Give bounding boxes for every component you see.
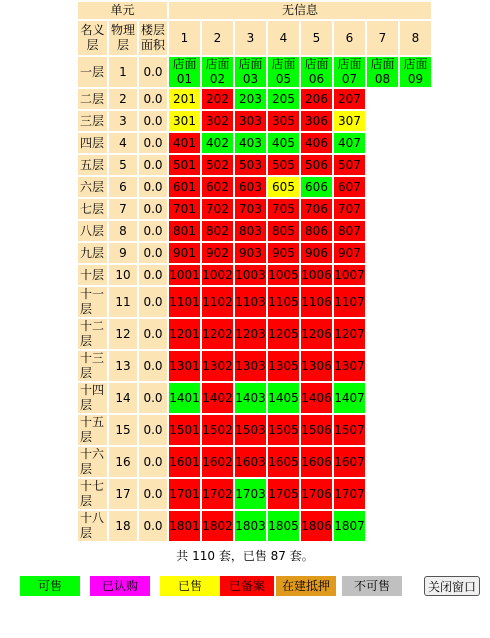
unit-cell[interactable]: 1201 <box>169 319 200 349</box>
floor-name: 六层 <box>78 177 107 197</box>
floor-name: 十二层 <box>78 319 107 349</box>
unit-cell[interactable]: 202 <box>202 89 233 109</box>
unit-cell[interactable]: 1206 <box>301 319 332 349</box>
unit-cell[interactable]: 1506 <box>301 415 332 445</box>
unit-cell[interactable]: 306 <box>301 111 332 131</box>
floor-name: 十七层 <box>78 479 107 509</box>
legend-item: 可售 <box>20 576 80 596</box>
unit-cell[interactable]: 1006 <box>301 265 332 285</box>
unit-cell[interactable]: 303 <box>235 111 266 131</box>
floor-name: 二层 <box>78 89 107 109</box>
unit-cell[interactable]: 店面06 <box>301 57 332 87</box>
floor-physical: 17 <box>109 479 137 509</box>
unit-cell[interactable]: 807 <box>334 221 365 241</box>
floor-area: 0.0 <box>139 511 167 541</box>
unit-cell[interactable]: 1806 <box>301 511 332 541</box>
floor-physical: 6 <box>109 177 137 197</box>
empty-cell <box>400 511 431 541</box>
floor-area: 0.0 <box>139 287 167 317</box>
unit-cell[interactable]: 503 <box>235 155 266 175</box>
unit-cell[interactable]: 1703 <box>235 479 266 509</box>
floor-physical: 10 <box>109 265 137 285</box>
floor-area: 0.0 <box>139 199 167 219</box>
col-header-unit-3: 3 <box>235 21 266 55</box>
unit-cell[interactable]: 1405 <box>268 383 299 413</box>
empty-cell <box>367 479 398 509</box>
floor-name: 四层 <box>78 133 107 153</box>
unit-cell[interactable]: 1503 <box>235 415 266 445</box>
floor-row <box>78 511 431 541</box>
empty-cell <box>367 221 398 241</box>
empty-cell <box>400 89 431 109</box>
unit-cell[interactable]: 1701 <box>169 479 200 509</box>
empty-cell <box>367 155 398 175</box>
unit-cell[interactable]: 506 <box>301 155 332 175</box>
unit-cell[interactable]: 403 <box>235 133 266 153</box>
floor-name: 十四层 <box>78 383 107 413</box>
floor-row <box>78 351 431 381</box>
unit-cell[interactable]: 1507 <box>334 415 365 445</box>
floor-physical: 15 <box>109 415 137 445</box>
floor-name: 五层 <box>78 155 107 175</box>
unit-cell[interactable]: 1502 <box>202 415 233 445</box>
unit-cell[interactable]: 1401 <box>169 383 200 413</box>
floor-physical: 5 <box>109 155 137 175</box>
empty-cell <box>367 199 398 219</box>
empty-cell <box>367 447 398 477</box>
floor-name: 十五层 <box>78 415 107 445</box>
unit-cell[interactable]: 1801 <box>169 511 200 541</box>
unit-cell[interactable]: 1307 <box>334 351 365 381</box>
unit-cell[interactable]: 207 <box>334 89 365 109</box>
floor-area: 0.0 <box>139 319 167 349</box>
floor-name: 十八层 <box>78 511 107 541</box>
unit-cell[interactable]: 707 <box>334 199 365 219</box>
empty-cell <box>400 133 431 153</box>
empty-cell <box>367 287 398 317</box>
empty-cell <box>400 221 431 241</box>
floor-physical: 4 <box>109 133 137 153</box>
unit-cell[interactable]: 1105 <box>268 287 299 317</box>
unit-cell[interactable]: 505 <box>268 155 299 175</box>
unit-cell[interactable]: 店面05 <box>268 57 299 87</box>
floor-physical: 7 <box>109 199 137 219</box>
unit-cell[interactable]: 302 <box>202 111 233 131</box>
unit-cell[interactable]: 1103 <box>235 287 266 317</box>
floor-physical: 16 <box>109 447 137 477</box>
floor-row <box>78 243 431 263</box>
empty-cell <box>367 351 398 381</box>
unit-cell[interactable]: 1302 <box>202 351 233 381</box>
unit-cell[interactable]: 605 <box>268 177 299 197</box>
empty-cell <box>367 177 398 197</box>
floor-area: 0.0 <box>139 351 167 381</box>
unit-cell[interactable]: 805 <box>268 221 299 241</box>
unit-cell[interactable]: 206 <box>301 89 332 109</box>
floor-row <box>78 199 431 219</box>
unit-cell[interactable]: 603 <box>235 177 266 197</box>
unit-cell[interactable]: 1305 <box>268 351 299 381</box>
empty-cell <box>367 89 398 109</box>
col-header-unit-1: 1 <box>169 21 200 55</box>
unit-cell[interactable]: 606 <box>301 177 332 197</box>
unit-cell[interactable]: 706 <box>301 199 332 219</box>
unit-cell[interactable]: 607 <box>334 177 365 197</box>
empty-cell <box>400 447 431 477</box>
unit-name: 无信息 <box>169 2 431 19</box>
unit-cell[interactable]: 801 <box>169 221 200 241</box>
unit-cell[interactable]: 405 <box>268 133 299 153</box>
empty-cell <box>400 155 431 175</box>
floor-name: 九层 <box>78 243 107 263</box>
floor-physical: 12 <box>109 319 137 349</box>
floor-physical: 13 <box>109 351 137 381</box>
unit-cell[interactable]: 1007 <box>334 265 365 285</box>
unit-cell[interactable]: 1306 <box>301 351 332 381</box>
empty-cell <box>400 243 431 263</box>
empty-cell <box>367 111 398 131</box>
unit-cell[interactable]: 1802 <box>202 511 233 541</box>
unit-cell[interactable]: 1205 <box>268 319 299 349</box>
floor-row <box>78 111 431 131</box>
floor-row <box>78 319 431 349</box>
unit-cell[interactable]: 907 <box>334 243 365 263</box>
empty-cell <box>400 265 431 285</box>
unit-cell[interactable]: 店面01 <box>169 57 200 87</box>
empty-cell <box>367 415 398 445</box>
floor-row <box>78 287 431 317</box>
unit-cell[interactable]: 507 <box>334 155 365 175</box>
col-header-unit-5: 5 <box>301 21 332 55</box>
unit-cell[interactable]: 902 <box>202 243 233 263</box>
floor-area: 0.0 <box>139 479 167 509</box>
unit-cell[interactable]: 店面02 <box>202 57 233 87</box>
unit-cell[interactable]: 901 <box>169 243 200 263</box>
floor-row <box>78 415 431 445</box>
floor-area: 0.0 <box>139 383 167 413</box>
floor-area: 0.0 <box>139 133 167 153</box>
unit-cell[interactable]: 1005 <box>268 265 299 285</box>
close-window-button[interactable]: 关闭窗口 <box>424 576 480 596</box>
floor-row <box>78 57 431 87</box>
floor-row <box>78 177 431 197</box>
unit-cell[interactable]: 1402 <box>202 383 233 413</box>
unit-cell[interactable]: 店面07 <box>334 57 365 87</box>
empty-cell <box>400 287 431 317</box>
floor-name: 十六层 <box>78 447 107 477</box>
unit-cell[interactable]: 301 <box>169 111 200 131</box>
unit-cell[interactable]: 1002 <box>202 265 233 285</box>
empty-cell <box>367 511 398 541</box>
unit-cell[interactable]: 1102 <box>202 287 233 317</box>
legend-item: 已认购 <box>90 576 150 596</box>
empty-cell <box>400 415 431 445</box>
unit-cell[interactable]: 1203 <box>235 319 266 349</box>
unit-cell[interactable]: 307 <box>334 111 365 131</box>
col-header-unit-8: 8 <box>400 21 431 55</box>
empty-cell <box>400 383 431 413</box>
col-header-unit-6: 6 <box>334 21 365 55</box>
empty-cell <box>400 111 431 131</box>
unit-cell[interactable]: 1705 <box>268 479 299 509</box>
unit-cell[interactable]: 906 <box>301 243 332 263</box>
floor-row <box>78 155 431 175</box>
unit-cell[interactable]: 1601 <box>169 447 200 477</box>
floor-name: 七层 <box>78 199 107 219</box>
unit-cell[interactable]: 1607 <box>334 447 365 477</box>
unit-cell[interactable]: 1403 <box>235 383 266 413</box>
unit-cell[interactable]: 203 <box>235 89 266 109</box>
unit-cell[interactable]: 1303 <box>235 351 266 381</box>
unit-cell[interactable]: 406 <box>301 133 332 153</box>
unit-cell[interactable]: 1407 <box>334 383 365 413</box>
unit-cell[interactable]: 601 <box>169 177 200 197</box>
unit-cell[interactable]: 1202 <box>202 319 233 349</box>
floor-name: 八层 <box>78 221 107 241</box>
unit-cell[interactable]: 1702 <box>202 479 233 509</box>
unit-cell[interactable]: 602 <box>202 177 233 197</box>
unit-cell[interactable]: 1603 <box>235 447 266 477</box>
floor-row <box>78 89 431 109</box>
legend-item: 不可售 <box>342 576 402 596</box>
floor-area: 0.0 <box>139 243 167 263</box>
empty-cell <box>400 351 431 381</box>
floor-name: 十层 <box>78 265 107 285</box>
floor-physical: 2 <box>109 89 137 109</box>
floor-physical: 1 <box>109 57 137 87</box>
unit-cell[interactable]: 1505 <box>268 415 299 445</box>
floor-area: 0.0 <box>139 221 167 241</box>
col-header-unit-7: 7 <box>367 21 398 55</box>
floor-area: 0.0 <box>139 155 167 175</box>
legend-item: 已售 <box>160 576 220 596</box>
floor-physical: 3 <box>109 111 137 131</box>
unit-cell[interactable]: 402 <box>202 133 233 153</box>
unit-cell[interactable]: 1001 <box>169 265 200 285</box>
sales-summary: 共 110 套，已售 87 套。 <box>176 549 314 563</box>
empty-cell <box>367 133 398 153</box>
empty-cell <box>400 177 431 197</box>
floor-area: 0.0 <box>139 415 167 445</box>
unit-cell[interactable]: 1803 <box>235 511 266 541</box>
floor-name: 十一层 <box>78 287 107 317</box>
floor-name: 三层 <box>78 111 107 131</box>
unit-cell[interactable]: 701 <box>169 199 200 219</box>
floor-row <box>78 221 431 241</box>
unit-cell[interactable]: 1003 <box>235 265 266 285</box>
unit-cell[interactable]: 806 <box>301 221 332 241</box>
floor-area: 0.0 <box>139 111 167 131</box>
floor-physical: 9 <box>109 243 137 263</box>
floor-area: 0.0 <box>139 265 167 285</box>
unit-cell[interactable]: 店面09 <box>400 57 431 87</box>
col-header-unit-4: 4 <box>268 21 299 55</box>
unit-cell[interactable]: 702 <box>202 199 233 219</box>
unit-cell[interactable]: 1107 <box>334 287 365 317</box>
unit-cell[interactable]: 店面08 <box>367 57 398 87</box>
floor-row <box>78 447 431 477</box>
floor-row <box>78 383 431 413</box>
unit-cell[interactable]: 703 <box>235 199 266 219</box>
col-header-physical-floor: 物理层 <box>109 21 137 55</box>
unit-cell[interactable]: 501 <box>169 155 200 175</box>
legend-item: 已备案 <box>220 576 274 596</box>
unit-cell[interactable]: 802 <box>202 221 233 241</box>
floor-area: 0.0 <box>139 89 167 109</box>
floor-row <box>78 133 431 153</box>
unit-cell[interactable]: 1602 <box>202 447 233 477</box>
empty-cell <box>400 319 431 349</box>
unit-cell[interactable]: 1707 <box>334 479 365 509</box>
unit-cell[interactable]: 705 <box>268 199 299 219</box>
unit-cell[interactable]: 1406 <box>301 383 332 413</box>
floor-row <box>78 265 431 285</box>
unit-cell[interactable]: 905 <box>268 243 299 263</box>
unit-cell[interactable]: 205 <box>268 89 299 109</box>
floor-physical: 11 <box>109 287 137 317</box>
unit-cell[interactable]: 1605 <box>268 447 299 477</box>
unit-cell[interactable]: 1501 <box>169 415 200 445</box>
col-header-floor-area: 楼层面积 <box>139 21 167 55</box>
floor-name: 一层 <box>78 57 107 87</box>
unit-cell[interactable]: 1807 <box>334 511 365 541</box>
unit-cell[interactable]: 305 <box>268 111 299 131</box>
empty-cell <box>367 265 398 285</box>
floor-area: 0.0 <box>139 57 167 87</box>
empty-cell <box>367 319 398 349</box>
empty-cell <box>400 479 431 509</box>
unit-cell[interactable]: 401 <box>169 133 200 153</box>
floor-row <box>78 479 431 509</box>
unit-cell[interactable]: 407 <box>334 133 365 153</box>
unit-cell[interactable]: 1207 <box>334 319 365 349</box>
floor-area: 0.0 <box>139 177 167 197</box>
unit-cell[interactable]: 1106 <box>301 287 332 317</box>
unit-label: 单元 <box>78 2 167 19</box>
empty-cell <box>367 243 398 263</box>
empty-cell <box>367 383 398 413</box>
unit-cell[interactable]: 1805 <box>268 511 299 541</box>
unit-cell[interactable]: 店面03 <box>235 57 266 87</box>
floor-physical: 14 <box>109 383 137 413</box>
floor-name: 十三层 <box>78 351 107 381</box>
unit-cell[interactable]: 1706 <box>301 479 332 509</box>
empty-cell <box>400 199 431 219</box>
floor-physical: 18 <box>109 511 137 541</box>
unit-cell[interactable]: 803 <box>235 221 266 241</box>
unit-cell[interactable]: 1301 <box>169 351 200 381</box>
col-header-unit-2: 2 <box>202 21 233 55</box>
unit-cell[interactable]: 1606 <box>301 447 332 477</box>
floor-physical: 8 <box>109 221 137 241</box>
unit-cell[interactable]: 903 <box>235 243 266 263</box>
unit-cell[interactable]: 1101 <box>169 287 200 317</box>
floor-unit-table <box>76 0 433 543</box>
col-header-nominal-floor: 名义层 <box>78 21 107 55</box>
unit-cell[interactable]: 201 <box>169 89 200 109</box>
legend-item: 在建抵押 <box>276 576 336 596</box>
unit-cell[interactable]: 502 <box>202 155 233 175</box>
floor-area: 0.0 <box>139 447 167 477</box>
